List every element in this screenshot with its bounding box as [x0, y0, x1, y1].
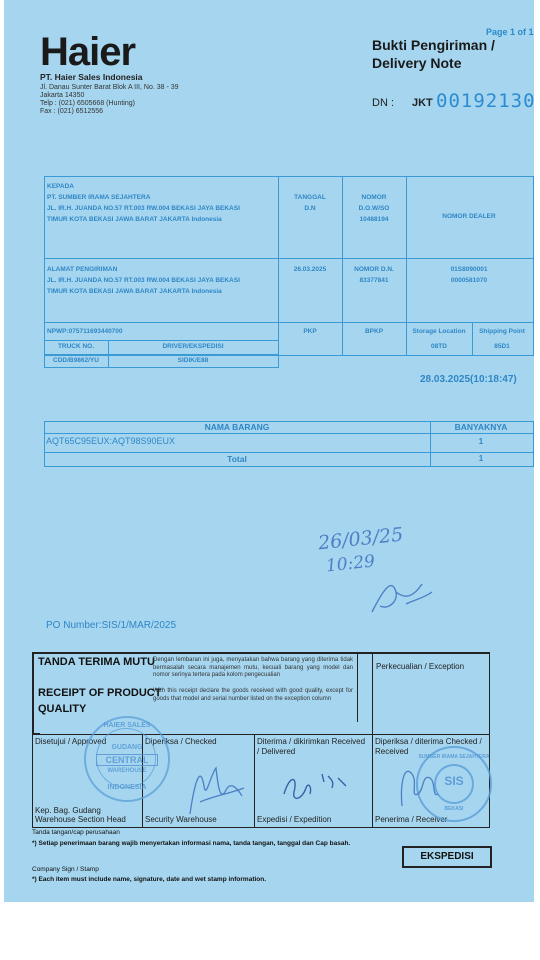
nomor-label: NOMOR	[361, 194, 387, 201]
pkp-label: PKP	[303, 328, 317, 335]
receipt-text-id: Dengan lembaran ini juga, menyatakan bahwa barang yang diterima tidak bermasalah secara manajemen mutu, kecuali barang yang model dan nomor serinya tertera pada kolom pengecualian	[153, 657, 353, 678]
security-signature	[180, 756, 250, 818]
kepada-block	[47, 181, 240, 225]
total-value: 1	[478, 454, 484, 463]
phone-line: Telp : (021) 6505668 (Hunting)	[40, 100, 135, 107]
fax-line: Fax : (021) 6512556	[40, 108, 104, 115]
footer-line-3: Company Sign / Stamp	[32, 866, 99, 873]
bpkp-label: BPKP	[364, 328, 384, 335]
stamp1-mid2: CENTRAL	[96, 754, 158, 766]
company-name: PT. Haier Sales Indonesia	[40, 72, 143, 82]
truck-value: CDD/B9862/YU	[53, 357, 99, 364]
grid-line	[44, 322, 533, 323]
nomor-dn-label: NOMOR D.N.	[354, 266, 394, 273]
handwritten-date: 26/03/25	[317, 523, 405, 555]
dn-number: 00192130	[436, 90, 536, 112]
checked-label: Diperiksa / Checked	[145, 737, 217, 746]
kepada-line: TIMUR KOTA BEKASI JAWA BARAT JAKARTA Indonesia	[47, 216, 222, 223]
driver-value: SIDIK/E88	[177, 357, 209, 364]
receipt-title-en-2: QUALITY	[38, 703, 87, 715]
kepada-line: JL. IR.H. JUANDA NO.57 RT.003 RW.004 BEKASI JAYA BEKASI	[47, 205, 240, 212]
stamp1-mid1: GUDANG	[111, 744, 143, 751]
warehouse-head-label-1: Kep. Bag. Gudang	[35, 806, 101, 815]
nomor-dn-block	[342, 264, 406, 286]
warehouse-stamp	[84, 716, 170, 802]
dn-prefix: JKT	[412, 97, 433, 109]
grid-line	[44, 433, 533, 434]
nomor-dn-value: 83377841	[359, 277, 389, 284]
thick-rule	[32, 652, 490, 654]
delivered-label: Diterima / dikirimkan Received / Delivered	[257, 737, 366, 756]
address-line: Jakarta 14350	[40, 92, 85, 99]
stamp1-top: HAIER SALES	[103, 722, 151, 729]
tanggal-sub: D.N	[304, 205, 316, 212]
handwritten-time: 10:29	[325, 551, 376, 577]
haier-logo: Haier	[40, 30, 136, 74]
receiver-label: Penerima / Receiver	[375, 815, 448, 824]
dealer-block	[406, 264, 532, 286]
storage-value: 08TD	[431, 343, 447, 350]
grid-line	[372, 734, 373, 827]
alamat-label: ALAMAT PENGIRIMAN	[47, 266, 118, 273]
company-address	[40, 84, 179, 116]
receiver-signature	[392, 754, 442, 814]
item-name: AQT65C95EUX:AQT98S90EUX	[46, 436, 176, 446]
expedition-label: Expedisi / Expedition	[257, 815, 332, 824]
document-title-line2: Delivery Note	[372, 55, 462, 71]
driver-label: DRIVER/EKSPEDISI	[162, 343, 224, 350]
alamat-block	[47, 264, 240, 297]
receipt-text-en: With this receipt declare the goods received with good quality, except for goods that model and serial number listed on the exception column	[153, 688, 353, 702]
storage-label: Storage Location	[412, 328, 466, 335]
stamp1-bottom: INDONESIA	[107, 784, 147, 791]
truck-label: TRUCK NO.	[57, 343, 95, 350]
grid-line	[44, 258, 533, 259]
nomor-sub: D.O.W/SO	[358, 205, 390, 212]
stamp1-mid3: WAREHOUSE	[107, 768, 147, 774]
bracket-line	[357, 652, 358, 722]
footer-line-1: Tanda tangan/cap perusahaan	[32, 829, 120, 836]
tanggal-label: TANGGAL	[294, 194, 326, 201]
dealer-value: 01S8090001	[450, 266, 488, 273]
item-qty: 1	[478, 437, 484, 446]
receipt-title-id: TANDA TERIMA MUTU	[38, 656, 155, 668]
nomor-block	[342, 192, 406, 225]
kepada-line: PT. SUMBER IRAMA SEJAHTERA	[47, 194, 151, 201]
approved-label: Disetujui / Approved	[35, 737, 107, 746]
exception-border	[489, 652, 490, 734]
document-title-line1: Bukti Pengiriman /	[372, 37, 495, 53]
exception-border	[372, 652, 373, 734]
dn-label: DN :	[372, 97, 394, 109]
warehouse-head-label-2: Warehouse Section Head	[35, 815, 126, 824]
col-nama-barang: NAMA BARANG	[204, 422, 270, 432]
ekspedisi-box: EKSPEDISI	[402, 846, 492, 868]
date-value: 26.03.2025	[293, 266, 327, 273]
stamp2-top: SUMBER IRAMA SEJAHTERA	[418, 754, 490, 760]
alamat-line: JL. IR.H. JUANDA NO.57 RT.003 RW.004 BEKASI JAYA BEKASI	[47, 277, 240, 284]
tanggal-block	[278, 192, 342, 214]
stamp2-bottom: BEKASI	[444, 806, 464, 812]
grid-line	[254, 734, 255, 827]
nomor-value: 10488194	[359, 216, 389, 223]
grid-line	[44, 452, 533, 453]
total-label: Total	[227, 454, 247, 464]
dealer-value: 0000581070	[450, 277, 488, 284]
exception-label: Perkecualian / Exception	[376, 662, 465, 671]
document-title	[372, 36, 495, 72]
kepada-label: KEPADA	[47, 183, 74, 190]
expedition-signature	[276, 764, 356, 808]
received-label: Diperiksa / diterima Checked / Received	[375, 737, 482, 756]
npwp: NPWP:075711693440700	[47, 328, 123, 335]
shipping-value: 85D1	[494, 343, 510, 350]
bracket-line	[32, 652, 34, 734]
nomor-dealer-label: NOMOR DEALER	[442, 213, 496, 220]
footer-line-4: *) Each item must include name, signature, date and wet stamp information.	[32, 876, 267, 883]
handwritten-signature	[366, 570, 436, 620]
security-label: Security Warehouse	[145, 815, 217, 824]
shipping-label: Shipping Point	[479, 328, 525, 335]
po-number: PO Number:SIS/1/MAR/2025	[46, 620, 177, 631]
alamat-line: TIMUR KOTA BEKASI JAWA BARAT JAKARTA Indonesia	[47, 288, 222, 295]
col-banyaknya: BANYAKNYA	[454, 422, 508, 432]
address-line: Jl. Danau Sunter Barat Blok A III, No. 38 - 39	[40, 84, 179, 91]
receipt-title-en: RECEIPT OF PRODUCT	[38, 687, 162, 699]
print-timestamp: 28.03.2025(10:18:47)	[420, 374, 517, 385]
stamp2-mid: SIS	[444, 774, 464, 788]
page-of: Page 1 of 1	[486, 27, 534, 37]
footer-line-2: *) Setiap penerimaan barang wajib menyertakan informasi nama, tanda tangan, tanggal dan Cap basah.	[32, 840, 351, 847]
